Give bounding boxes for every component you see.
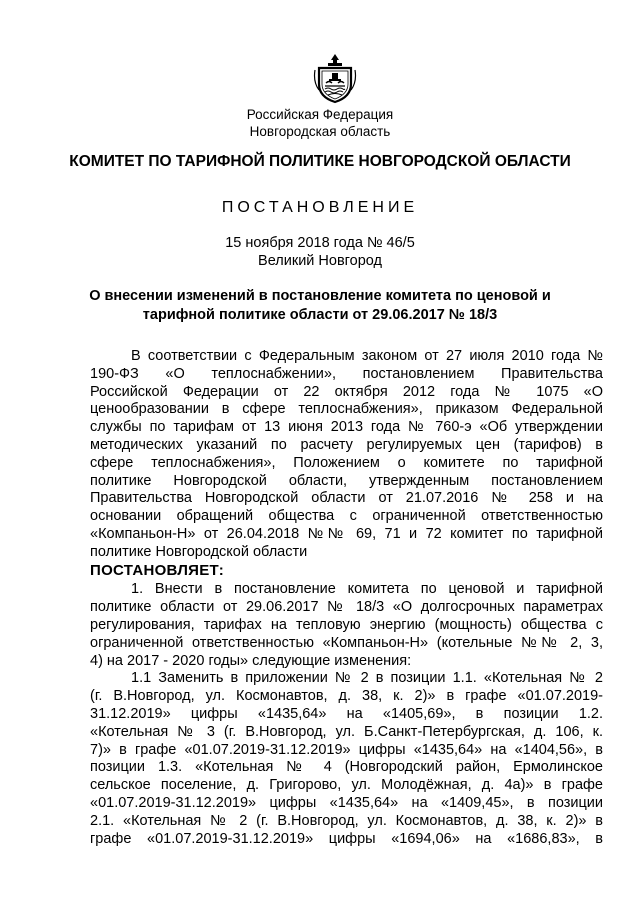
preamble-line: политике Новгородской области, утвержденным постановлением	[90, 472, 603, 489]
item-1-line: регулирования, тарифах на тепловую энергию (мощность) общества с	[90, 616, 603, 633]
item-1-line: 1. Внести в постановление комитета по ценовой и тарифной	[131, 581, 603, 598]
resolves-heading: ПОСТАНОВЛЯЕТ:	[90, 561, 225, 579]
preamble-line: Российской Федерации от 22 октября 2012 года № 1075 «О	[90, 383, 603, 400]
item-1-1-line: графе «01.07.2019-31.12.2019» цифры «1694,06» на «1686,83», в	[90, 830, 603, 847]
item-1-1-line: сельское поселение, д. Григорово, ул. Молодёжная, д. 4а)» в графе	[90, 777, 603, 794]
document-type: ПОСТАНОВЛЕНИЕ	[221, 199, 419, 216]
region-label: Новгородская область	[249, 124, 391, 139]
preamble-line: сфере теплоснабжения», Положением о комитете по тарифной	[90, 454, 603, 471]
preamble-line: В соответствии с Федеральным законом от 27 июля 2010 года №	[131, 348, 603, 364]
preamble-line: методических указаний по расчету регулируемых цен (тарифов) в	[90, 436, 603, 453]
preamble-line: 190-ФЗ «О теплоснабжении», постановлением Правительства	[90, 365, 603, 382]
document-date-number: 15 ноября 2018 года № 46/5	[225, 235, 415, 251]
item-1-line: 4) на 2017 - 2020 годы» следующие изменения:	[90, 652, 412, 669]
preamble-line: политике Новгородской области	[90, 543, 308, 560]
document-title-line: тарифной политике области от 29.06.2017 № 18/3	[142, 307, 498, 323]
preamble-line: ценообразовании в сфере теплоснабжения», приказом Федеральной	[90, 401, 603, 418]
item-1-1-line: 2.1. «Котельная № 2 (г. В.Новгород, ул. Космонавтов, д. 38, к. 2)» в	[90, 812, 603, 829]
preamble-line: службы по тарифам от 13 июня 2013 года № 760-э «Об утверждении	[90, 419, 603, 436]
item-1-1-line: 1.1 Заменить в приложении № 2 в позиции 1.1. «Котельная № 2	[131, 670, 603, 687]
item-1-1-line: «Котельная № 3 (г. В.Новгород, ул. Б.Санкт-Петербургская, д. 106, к.	[90, 723, 603, 740]
federation-label: Российская Федерация	[246, 107, 394, 122]
item-1-1-line: позиции 1.3. «Котельная № 4 (Новгородский район, Ермолинское	[90, 759, 603, 776]
item-1-line: политике области от 29.06.2017 № 18/3 «О долгосрочных параметрах	[90, 599, 603, 616]
preamble-line: основании обращений общества с ограниченной ответственностью	[90, 508, 603, 525]
item-1-line: ограниченной ответственностью «Компаньон-Н» (котельные №№ 2, 3,	[90, 634, 603, 651]
document-title-line: О внесении изменений в постановление комитета по ценовой и	[89, 288, 551, 304]
preamble-line: «Компаньон-Н» от 26.04.2018 №№ 69, 71 и 72 комитет по тарифной	[90, 525, 603, 542]
item-1-1-line: «01.07.2019-31.12.2019» цифры «1435,64» на «1409,45», в позиции	[90, 794, 603, 811]
item-1-1-line: 31.12.2019» цифры «1435,64» на «1405,69», в позиции 1.2.	[90, 705, 603, 722]
preamble-line: Правительства Новгородской области от 21.07.2016 № 258 и на	[90, 490, 603, 507]
committee-name: КОМИТЕТ ПО ТАРИФНОЙ ПОЛИТИКЕ НОВГОРОДСКОЙ ОБЛАСТИ	[69, 153, 571, 170]
item-1-1-line: (г. В.Новгород, ул. Космонавтов, д. 38, к. 2)» в графе «01.07.2019-	[90, 688, 603, 705]
item-1-1-line: 7)» в графе «01.07.2019-31.12.2019» цифры «1435,64» на «1404,56», в	[90, 741, 603, 758]
document-city: Великий Новгород	[258, 253, 382, 269]
coat-of-arms-icon	[313, 52, 357, 104]
document-body	[90, 348, 603, 848]
